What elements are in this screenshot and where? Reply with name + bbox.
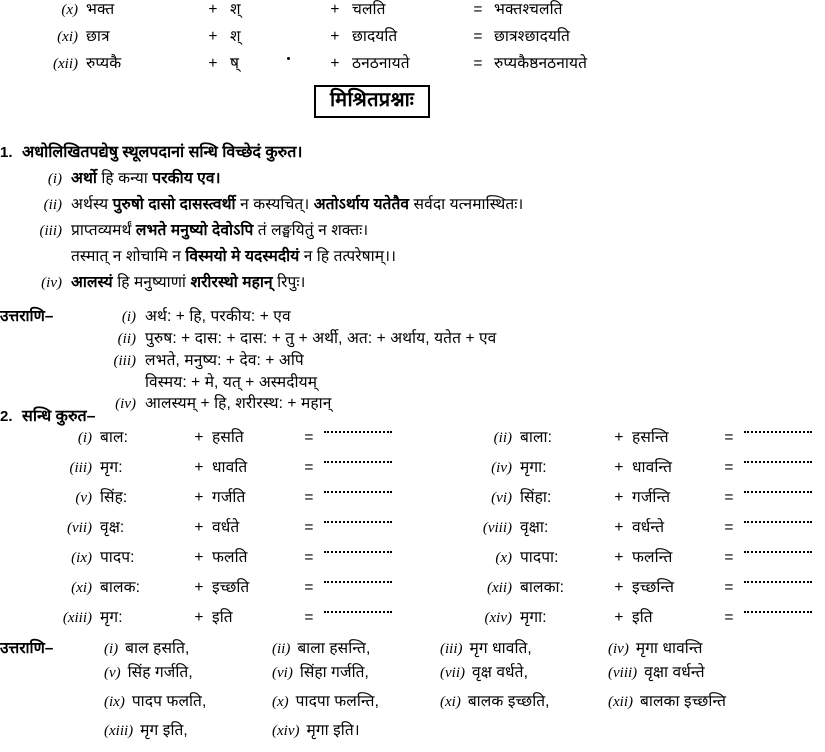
exercise-word-1: मृग:	[100, 609, 123, 626]
exercise-word-2: इच्छन्ति	[632, 579, 675, 596]
answers-row	[0, 331, 820, 348]
item-part: हि कन्या	[96, 170, 153, 187]
exercise-plus: +	[194, 609, 204, 626]
answer-numeral: (x)	[272, 694, 289, 710]
row-operator-1: +	[208, 1, 218, 18]
table-row	[0, 550, 825, 580]
section-2-heading: सन्धि कुरुत–	[22, 408, 96, 425]
section-1-number: 1.	[0, 144, 13, 161]
answer-item	[104, 723, 272, 740]
table-row	[0, 520, 825, 550]
answers-row	[0, 396, 820, 413]
item-numeral: (i)	[47, 171, 62, 187]
answers-label: उत्तराणि–	[0, 308, 54, 325]
exercise-plus: +	[614, 489, 624, 506]
exercise-equals: =	[304, 459, 314, 476]
answer-text: मृग इति,	[140, 722, 188, 739]
exercise-cell-left	[0, 430, 420, 447]
answer-item	[272, 665, 440, 682]
exercise-word-1: पादपा:	[520, 549, 559, 566]
answer-numeral: (iii)	[113, 353, 136, 369]
exercise-word-1: सिंह:	[100, 489, 128, 506]
exercise-equals: =	[304, 519, 314, 536]
item-part: हि मनुष्याणां	[112, 274, 191, 291]
answer-numeral: (v)	[104, 665, 121, 681]
exercise-plus: +	[194, 429, 204, 446]
answer-numeral: (i)	[104, 641, 119, 657]
item-numeral: (iii)	[39, 223, 62, 239]
exercise-equals: =	[304, 609, 314, 626]
answer-item	[440, 694, 608, 711]
answer-text: वृक्षा वर्धन्ते	[644, 664, 705, 681]
exercise-word-2: हसति	[212, 429, 244, 446]
answer-numeral: (xiii)	[104, 723, 134, 739]
item-part: शरीरस्थो महान्	[190, 274, 273, 291]
answers-row-continuation	[0, 375, 820, 391]
exercise-word-1: सिंहा:	[520, 489, 552, 506]
row-word-2: श्	[230, 28, 241, 45]
exercise-word-1: वृक्ष:	[100, 519, 125, 536]
exercise-numeral: (vi)	[491, 490, 512, 506]
row-word-2: श्	[230, 1, 241, 18]
exercise-numeral: (xiii)	[62, 610, 92, 626]
question-item-continuation	[0, 244, 820, 266]
item-part: अतोऽर्थाय यतेतैव	[313, 196, 410, 213]
exercise-word-1: बालक:	[100, 579, 140, 596]
exercise-cell-right	[420, 580, 825, 597]
exercise-word-2: धावति	[212, 459, 248, 476]
exercise-word-1: वृक्षा:	[520, 519, 549, 536]
answer-text: पादप फलति,	[131, 693, 207, 710]
answers-label: उत्तराणि–	[0, 640, 54, 657]
row-result: रुप्यकैष्ठनठनायते	[494, 55, 588, 72]
question-item	[0, 218, 820, 240]
exercise-numeral: (iv)	[491, 460, 512, 476]
item-part: सर्वदा यत्नमास्थितः।	[409, 196, 524, 213]
exercise-word-1: बाला:	[520, 429, 552, 446]
exercise-word-1: पादप:	[100, 549, 135, 566]
answer-text: पादपा फलन्ति,	[295, 693, 380, 710]
exercise-plus: +	[194, 579, 204, 596]
row-word-3: छादयति	[352, 28, 398, 45]
answer-text: मृगा इति।	[306, 722, 360, 739]
answer-text: सिंहा गर्जति,	[299, 664, 369, 681]
exercise-cell-right	[420, 460, 825, 477]
row-operator-2: +	[330, 1, 340, 18]
answer-numeral: (xiv)	[272, 723, 300, 739]
section-1	[0, 140, 820, 413]
answer-item	[104, 641, 272, 658]
page-title: मिश्रितप्रश्नाः	[314, 85, 430, 118]
item-numeral: (iv)	[41, 275, 62, 291]
row-operator-1: +	[208, 55, 218, 72]
exercise-word-1: बाल:	[100, 429, 128, 446]
sandhi-exercise-table	[0, 430, 825, 640]
row-word-1: छात्र	[86, 28, 110, 45]
item-part: परकीय एव।	[152, 170, 221, 187]
table-row	[0, 2, 825, 29]
item-part: अर्थस्य	[71, 196, 113, 213]
row-numeral: (xi)	[57, 29, 78, 45]
exercise-cell-right	[420, 520, 825, 537]
exercise-word-2: गर्जन्ति	[632, 489, 671, 506]
section-1-heading-row	[0, 140, 820, 162]
exercise-word-2: धावन्ति	[632, 459, 673, 476]
table-row	[0, 460, 825, 490]
item-part: रिपुः।	[272, 274, 306, 291]
answer-text: बाला हसन्ति,	[297, 640, 371, 657]
item-part: लभते मनुष्यो देवोऽपि	[135, 222, 254, 239]
table-row	[0, 430, 825, 460]
top-sandhi-table	[0, 2, 825, 83]
answer-numeral: (xi)	[440, 694, 461, 710]
answer-text: सिंह गर्जति,	[127, 664, 193, 681]
table-row	[0, 580, 825, 610]
answers-row	[0, 636, 825, 665]
answer-text: आलस्यम् + हि, शरीरस्थ: + महान्	[145, 394, 332, 412]
answer-item	[272, 641, 440, 658]
exercise-equals: =	[304, 489, 314, 506]
question-item	[0, 192, 820, 214]
row-word-1: रुप्यकै	[86, 55, 122, 72]
answer-numeral: (viii)	[608, 665, 638, 681]
exercise-equals: =	[724, 459, 734, 476]
item-part: तस्मात् न शोचामि न	[71, 248, 186, 265]
stray-ink-dot	[287, 57, 290, 60]
question-item	[0, 166, 820, 188]
exercise-word-2: वर्धते	[212, 519, 240, 536]
exercise-word-2: इति	[632, 609, 653, 626]
answers-row	[0, 694, 825, 723]
answer-numeral: (vi)	[272, 665, 293, 681]
exercise-numeral: (xi)	[71, 580, 92, 596]
answers-row	[0, 665, 825, 694]
table-row	[0, 56, 825, 83]
answer-numeral: (iv)	[115, 395, 136, 412]
item-part: विस्मयो मे यदस्मदीयं	[185, 248, 300, 265]
exercise-word-2: फलन्ति	[632, 549, 673, 566]
section-1-heading: अधोलिखितपद्येषु स्थूलपदानां सन्धि विच्छेदं कुरुत।	[22, 144, 303, 161]
exercise-equals: =	[304, 429, 314, 446]
row-word-1: भक्त	[86, 1, 115, 18]
row-word-3: चलति	[352, 1, 386, 18]
row-operator-2: +	[330, 28, 340, 45]
exercise-cell-right	[420, 430, 825, 447]
exercise-cell-left	[0, 460, 420, 477]
exercise-word-2: इति	[212, 609, 233, 626]
answers-row	[0, 723, 825, 752]
item-part: पुरुषो दासो दासस्त्वर्थी	[112, 196, 236, 213]
answer-numeral: (ii)	[117, 331, 136, 347]
answer-numeral: (iii)	[440, 641, 463, 657]
answer-text: मृगा धावन्ति	[635, 640, 703, 657]
item-part: आलस्यं	[71, 274, 113, 291]
exercise-cell-left	[0, 550, 420, 567]
exercise-equals: =	[724, 429, 734, 446]
exercise-plus: +	[614, 549, 624, 566]
exercise-numeral: (vii)	[67, 520, 92, 536]
exercise-word-2: इच्छति	[212, 579, 250, 596]
exercise-plus: +	[194, 519, 204, 536]
item-numeral: (ii)	[43, 197, 62, 213]
item-body	[71, 218, 820, 240]
answer-item	[608, 641, 776, 658]
section-2-number: 2.	[0, 408, 13, 425]
row-equals: =	[473, 1, 483, 18]
exercise-numeral: (ii)	[493, 430, 512, 446]
exercise-word-1: मृगा:	[520, 609, 547, 626]
exercise-plus: +	[614, 459, 624, 476]
exercise-equals: =	[304, 549, 314, 566]
item-part: प्राप्तव्यमर्थं	[71, 222, 136, 239]
exercise-word-1: मृगा:	[520, 459, 547, 476]
answer-text: बालक इच्छति,	[467, 693, 550, 710]
exercise-cell-left	[0, 490, 420, 507]
exercise-numeral: (i)	[77, 430, 92, 446]
item-part: अर्थो	[71, 170, 97, 187]
section-2-heading-row	[0, 404, 96, 426]
exercise-numeral: (ix)	[71, 550, 92, 566]
answer-text: मृग धावति,	[469, 640, 532, 657]
row-word-2: ष्	[230, 55, 240, 72]
answer-text: लभते, मनुष्य: + देव: + अपि	[145, 352, 304, 369]
exercise-numeral: (xii)	[487, 580, 512, 596]
exercise-word-2: गर्जति	[212, 489, 246, 506]
table-row	[0, 29, 825, 56]
exercise-plus: +	[194, 549, 204, 566]
answer-item	[608, 665, 776, 682]
answers-row	[0, 304, 820, 326]
exercise-word-2: हसन्ति	[632, 429, 669, 446]
exercise-word-1: बालका:	[520, 579, 564, 596]
exercise-plus: +	[194, 489, 204, 506]
exercise-numeral: (v)	[75, 490, 92, 506]
exercise-word-1: मृग:	[100, 459, 123, 476]
exercise-numeral: (xiv)	[484, 610, 512, 626]
exercise-numeral: (iii)	[69, 460, 92, 476]
exercise-numeral: (viii)	[482, 520, 512, 536]
row-numeral: (x)	[61, 2, 78, 18]
exercise-cell-left	[0, 610, 420, 627]
item-part: न कस्यचित्।	[235, 196, 314, 213]
answer-numeral: (xii)	[608, 694, 633, 710]
row-equals: =	[473, 28, 483, 45]
exercise-plus: +	[614, 609, 624, 626]
item-body	[71, 166, 820, 188]
exercise-equals: =	[304, 579, 314, 596]
row-result: भक्तश्चलति	[494, 1, 563, 18]
row-equals: =	[473, 55, 483, 72]
answer-numeral: (ix)	[104, 694, 125, 710]
exercise-equals: =	[724, 579, 734, 596]
exercise-plus: +	[614, 579, 624, 596]
answer-numeral: (iv)	[608, 641, 629, 657]
row-operator-1: +	[208, 28, 218, 45]
answer-item	[104, 694, 272, 711]
exercise-word-2: वर्धन्ते	[632, 519, 665, 536]
answer-item	[440, 665, 608, 682]
exercise-equals: =	[724, 519, 734, 536]
row-result: छात्रश्छादयति	[494, 28, 570, 45]
exercise-cell-left	[0, 580, 420, 597]
exercise-equals: =	[724, 549, 734, 566]
exercise-cell-right	[420, 550, 825, 567]
item-body	[71, 192, 820, 214]
answer-text: अर्थ: + हि, परकीय: + एव	[145, 308, 291, 325]
answer-text: पुरुष: + दास: + दास: + तु + अर्थी, अत: + अर्थाय, यतेत + एव	[145, 330, 497, 347]
section-2-answers	[0, 636, 825, 752]
exercise-plus: +	[194, 459, 204, 476]
table-row	[0, 490, 825, 520]
item-part: न हि तत्परेषाम्।।	[299, 248, 397, 265]
row-operator-2: +	[330, 55, 340, 72]
exercise-cell-right	[420, 490, 825, 507]
answer-numeral: (vii)	[440, 665, 465, 681]
exercise-plus: +	[614, 519, 624, 536]
exercise-cell-left	[0, 520, 420, 537]
answer-item	[272, 694, 440, 711]
exercise-equals: =	[724, 489, 734, 506]
item-part: तं लङ्घयितुं न शक्तः।	[253, 222, 369, 239]
answer-text: बाल हसति,	[125, 640, 190, 657]
answer-item	[104, 665, 272, 682]
answer-text: बालका इच्छन्ति	[639, 693, 727, 710]
answer-item	[272, 723, 440, 740]
answer-item	[440, 641, 608, 658]
answer-text: वृक्ष वर्धते,	[471, 664, 529, 681]
row-word-3: ठनठनायते	[352, 55, 410, 72]
exercise-cell-right	[420, 610, 825, 627]
answer-numeral: (i)	[121, 309, 136, 325]
answers-row	[0, 353, 820, 370]
exercise-equals: =	[724, 609, 734, 626]
exercise-plus: +	[614, 429, 624, 446]
answer-numeral: (ii)	[272, 641, 291, 657]
row-numeral: (xii)	[53, 56, 78, 72]
exercise-numeral: (x)	[495, 550, 512, 566]
answer-text: विस्मय: + मे, यत् + अस्मदीयम्	[145, 374, 318, 391]
exercise-word-2: फलति	[212, 549, 248, 566]
item-body	[71, 270, 820, 292]
question-item	[0, 270, 820, 292]
answer-item	[608, 694, 776, 711]
